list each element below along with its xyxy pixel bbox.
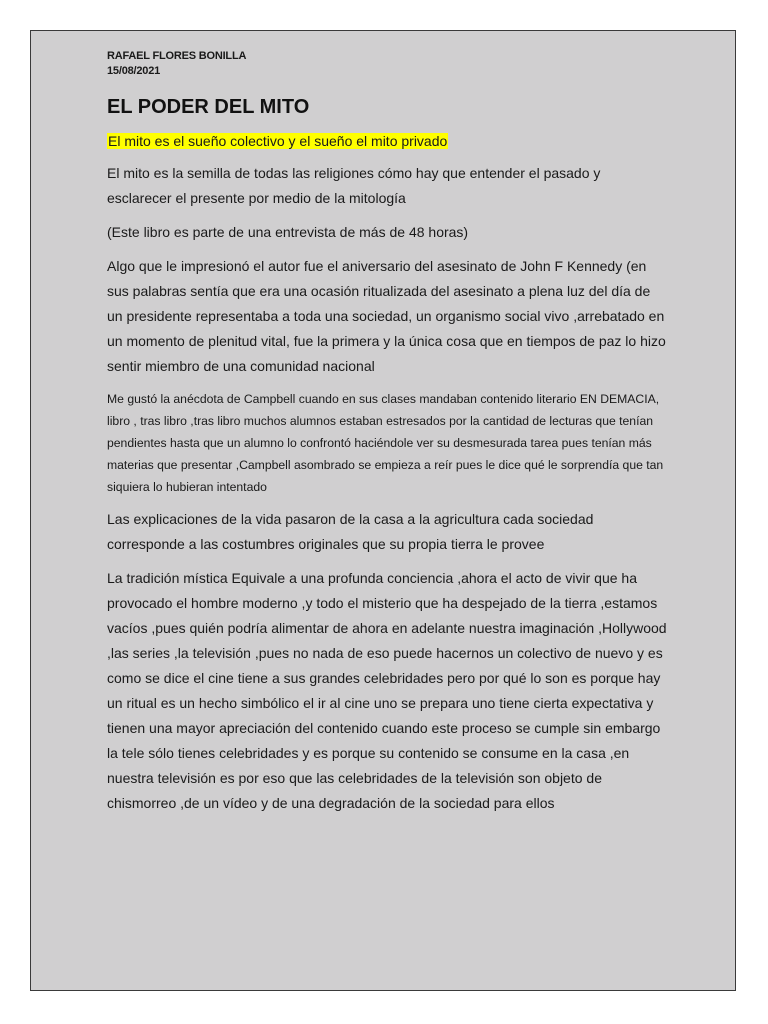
document-date: 15/08/2021 bbox=[107, 65, 161, 77]
document-page bbox=[30, 30, 736, 991]
highlighted-quote-block bbox=[107, 131, 667, 152]
document-title: EL PODER DEL MITO bbox=[107, 96, 310, 118]
paragraph-5: Las explicaciones de la vida pasaron de la casa a la agricultura cada sociedad corresponde a las costumbres originales que su propia tierra le provee bbox=[107, 511, 594, 552]
paragraph-4: Me gustó la anécdota de Campbell cuando en sus clases mandaban contenido literario EN DEMACIA, libro , tras libro ,tras libro muchos alumnos estaban estresados por la cantidad de lecturas que tenían pendientes hasta que un alumno lo confrontó haciéndole ver su desmesurada tarea pues tenían más materias que presentar ,Campbell asombrado se empieza a reír pues le dice qué le sorprendía que tan siquiera lo hubieran intentado bbox=[107, 392, 664, 494]
paragraph-2: (Este libro es parte de una entrevista de más de 48 horas) bbox=[107, 224, 469, 240]
document-content bbox=[107, 49, 667, 825]
paragraph-1: El mito es la semilla de todas las religiones cómo hay que entender el pasado y esclarecer el presente por medio de la mitología bbox=[107, 165, 601, 206]
paragraph-3: Algo que le impresionó el autor fue el aniversario del asesinato de John F Kennedy (en sus palabras sentía que era una ocasión ritualizada del asesinato a plena luz del día de un presidente representaba a toda una sociedad, un organismo social vivo ,arrebatado en un momento de plenitud vital, fue la primera y la única cosa que en tiempos de paz lo hizo sentir miembro de una comunidad nacional bbox=[107, 258, 666, 374]
author-name: RAFAEL FLORES BONILLA bbox=[107, 50, 247, 62]
paragraph-6: La tradición mística Equivale a una profunda conciencia ,ahora el acto de vivir que ha provocado el hombre moderno ,y todo el misterio que ha despejado de la tierra ,estamos vacíos ,pues quién podría alimentar de ahora en adelante nuestra imaginación ,Hollywood ,las series ,la televisión ,pues no nada de eso puede hacernos un colectivo de nuevo y es como se dice el cine tiene a sus grandes celebridades pero por qué lo son es porque hay un ritual es un hecho simbólico el ir al cine uno se prepara uno tiene cierta expectativa y tienen una mayor apreciación del contenido cuando este proceso se cumple sin embargo la tele sólo tienes celebridades y es porque su contenido se consume en la casa ,en nuestra televisión es por eso que las celebridades de la televisión son objeto de chismorreo ,de un vídeo y de una degradación de la sociedad para ellos bbox=[107, 570, 667, 811]
highlighted-quote: El mito es el sueño colectivo y el sueño el mito privado bbox=[108, 133, 448, 149]
